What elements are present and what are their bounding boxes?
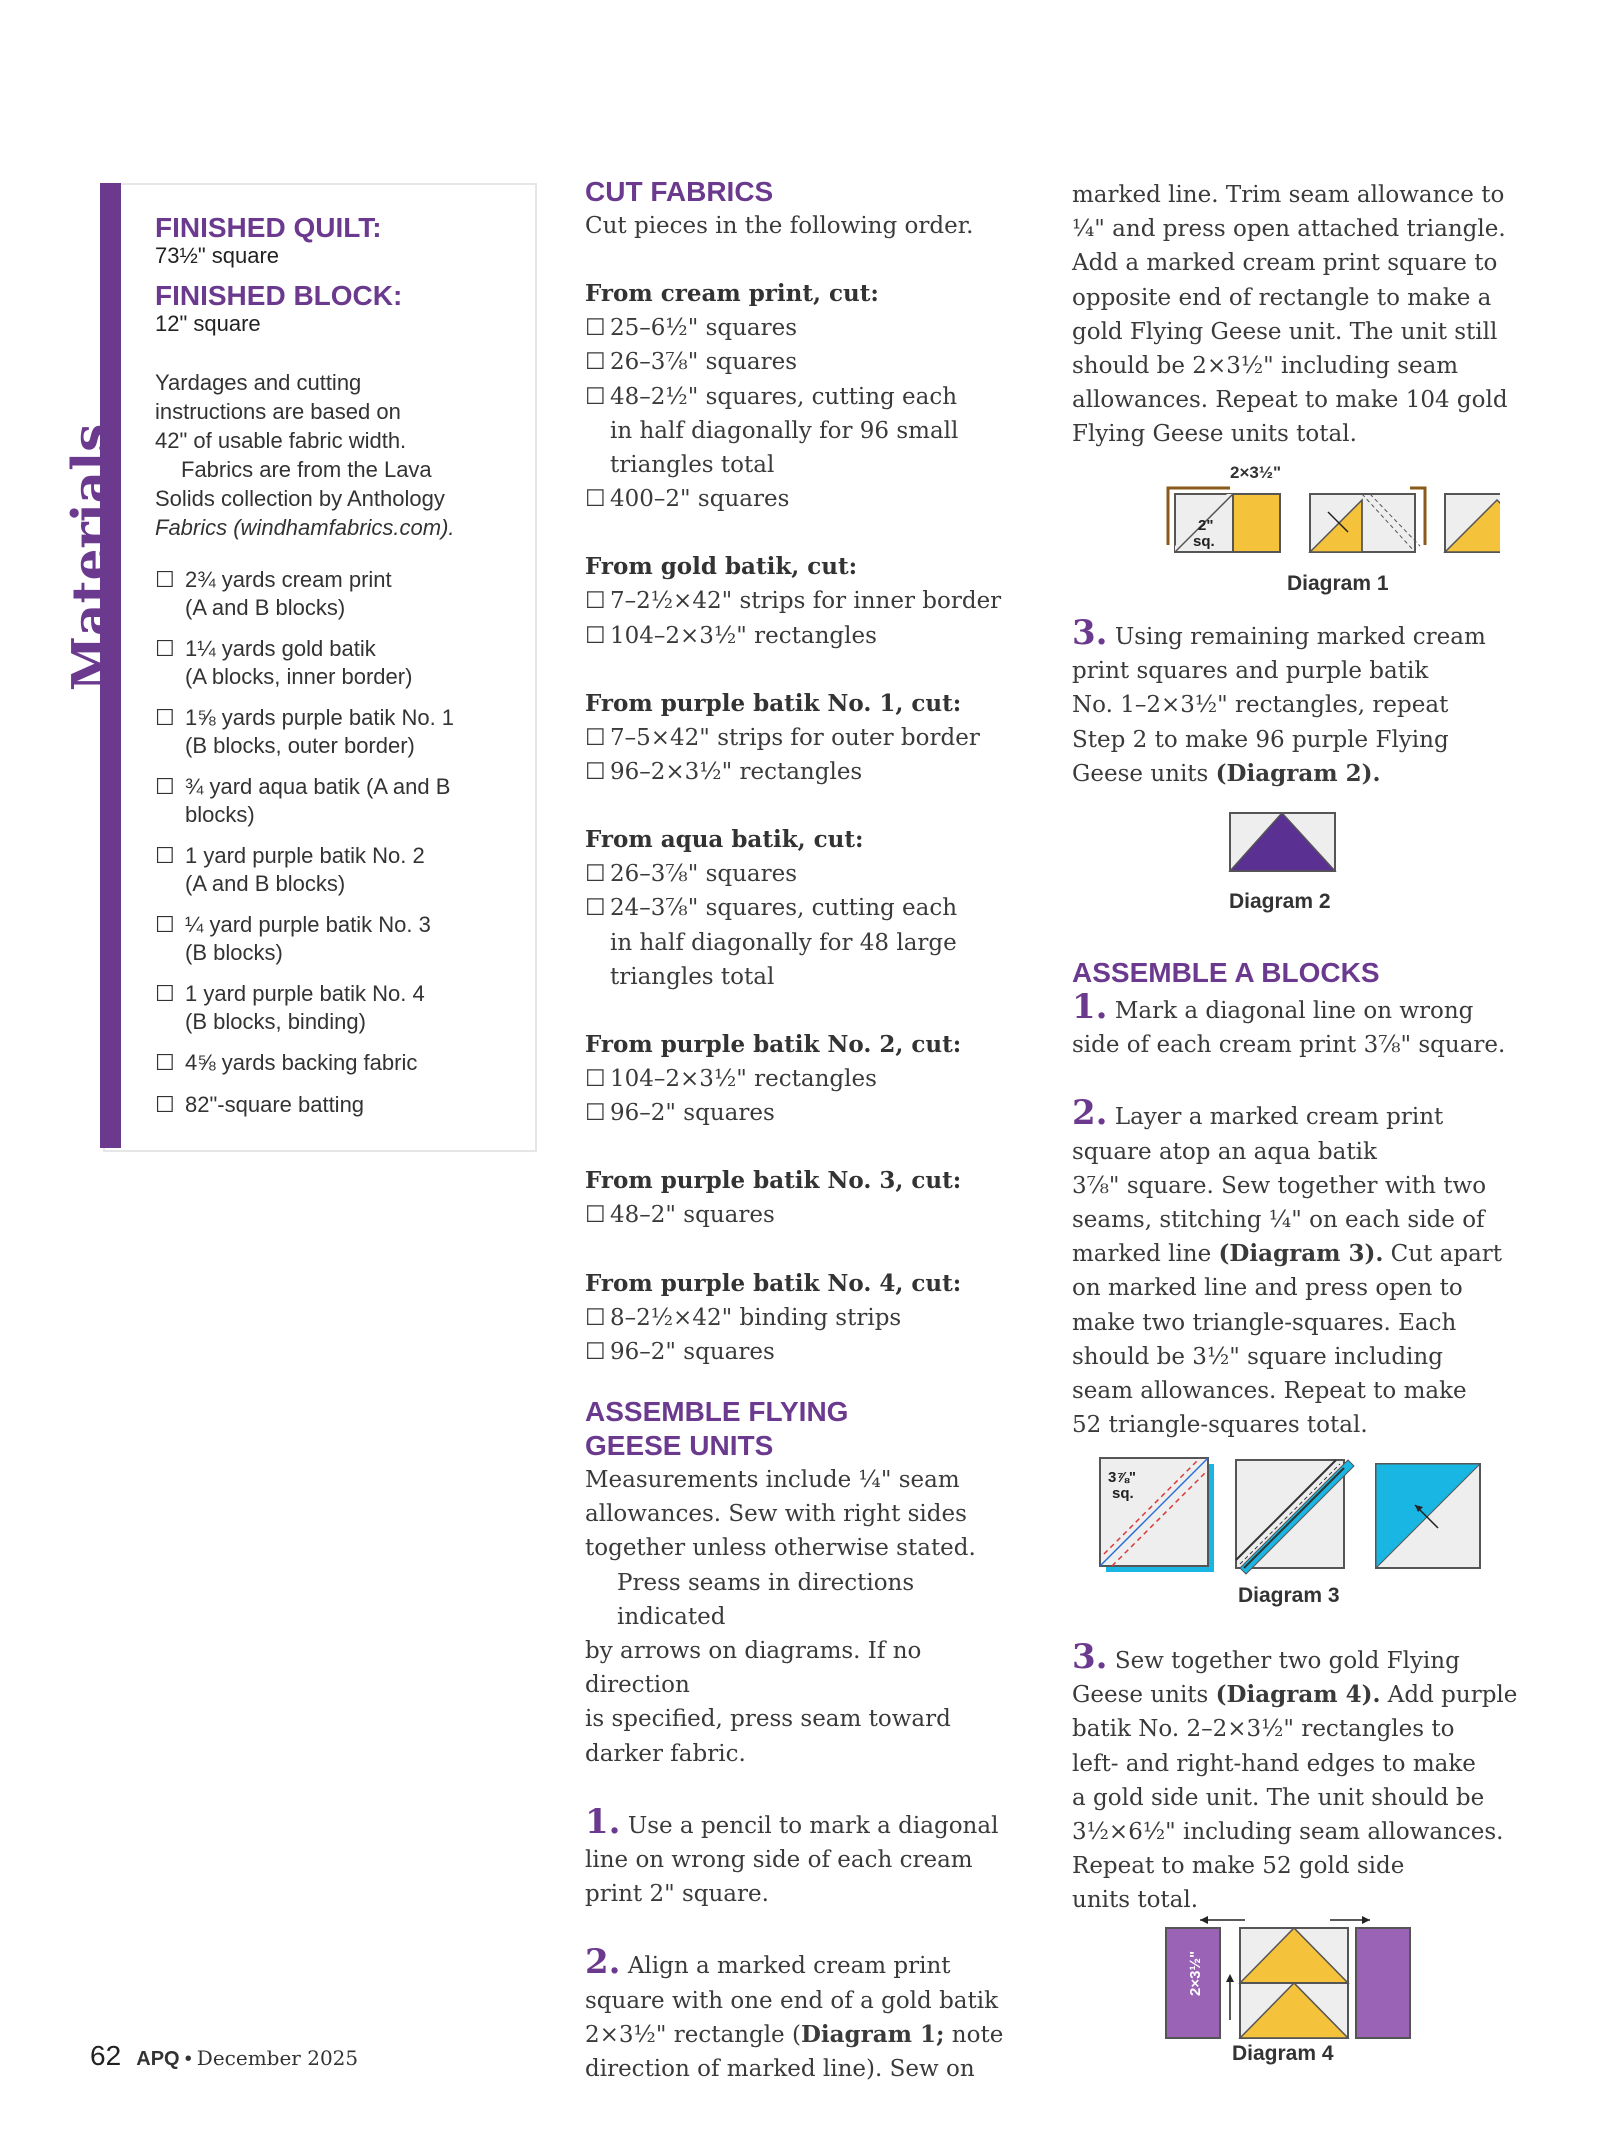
step-3-geese: 3. Using remaining marked cream print squares and purple batik No. 1–2×3½" rectangles, repeat Step 2 to make 96 purple Flying Geese units (Diagram 2). (1072, 613, 1486, 787)
list-item: ☐ 96–2" squares (585, 1100, 775, 1127)
diagram-label: Diagram 2 (1229, 890, 1331, 913)
section-heading: ASSEMBLE A BLOCKS (1072, 957, 1380, 988)
flying-geese-section: ASSEMBLE FLYING GEESE UNITS Measurements include ¼" seam allowances. Sew with right sides together unless otherwise stated. Press seams in directions indicated by arrows on diagrams. If no direction is specified, press seam toward darker fabric. 1. Use a pencil to mark a diagonal line on wrong side of each cream print 2" square. 2. Align a marked cream print square with one end of a gold batik 2×3½" rectangle (Diagram 1; note direction of marked line). Sew on (585, 1395, 1025, 2086)
diagram-3 (1090, 1450, 1490, 1620)
list-item: ☐ 7–5×42" strips for outer border (585, 724, 980, 751)
list-item[interactable]: ☐ 2¾ yards cream print (A and B blocks) (155, 567, 392, 620)
list-item[interactable]: ☐ 1¼ yards gold batik (A blocks, inner border) (155, 636, 413, 689)
diagram-2 (1220, 805, 1380, 915)
step-number: 2. (585, 1942, 621, 1983)
diagram-1 (1080, 460, 1500, 600)
page-footer: 62 APQ • December 2025 (90, 2040, 359, 2071)
step-number: 3. (1072, 1637, 1108, 1677)
diagram-4 (1160, 1908, 1420, 2068)
list-item: ☐ 400–2" squares (585, 486, 790, 513)
list-item[interactable]: ☐ ¼ yard purple batik No. 3 (B blocks) (155, 912, 431, 965)
list-item[interactable]: ☐ 1⅝ yards purple batik No. 1 (B blocks, outer border) (155, 705, 455, 758)
assemble-a-blocks: ASSEMBLE A BLOCKS 1. Mark a diagonal line on wrong side of each cream print 3⅞" square. 2. Layer a marked cream print square atop an aqua batik 3⅞" square. Sew together with two seams, stitching ¼" on each side of marked line (Diagram 3). Cut apart on marked line and press open to make two triangle-squares. Each should be 3½" square including seam allowances. Repeat to make 52 triangle-squares total. (1072, 956, 1532, 1442)
step-number: 2. (1072, 1093, 1108, 1134)
svg-text:2×3½": 2×3½" (1187, 1950, 1204, 1996)
finished-block-label: FINISHED BLOCK: (155, 280, 403, 311)
diagram-label: Diagram 4 (1232, 2042, 1334, 2065)
list-item: ☐ 26–3⅞" squares (585, 349, 798, 376)
section-heading: CUT FABRICS (585, 176, 774, 207)
step-number: 1. (585, 1801, 621, 1842)
list-item: ☐ 26–3⅞" squares (585, 861, 798, 888)
list-item: ☐ 104–2×3½" rectangles (585, 622, 877, 649)
list-item[interactable]: ☐ 1 yard purple batik No. 4 (B blocks, binding) (155, 981, 425, 1034)
cut-fabrics-section: CUT FABRICS Cut pieces in the following order. From cream print, cut: ☐ 25–6½" squares ☐ 26–3⅞" squares ☐ 48–2½" squares, cutting each in half diagonally for 96 small triangles total ☐ 400–2" squares From gold batik, cut: ☐ 7–2½×42" strips for inner border ☐ 104–2×3½" rectangles From purple batik No. 1, cut: ☐ 7–5×42" strips for outer border ☐ 96–2×3½" rectangles From aqua batik, cut: ☐ 26–3⅞" squares ☐ 24–3⅞" squares, cutting each in half diagonally for 48 large triangles total From purple batik No. 2, cut: ☐ 104–2×3½" rectangles ☐ 96–2" squares From purple batik No. 3, cut: ☐ 48–2" squares From purple batik No. 4, cut: ☐ 8–2½×42" binding strips ☐ 96–2" squares (585, 175, 1025, 1369)
finished-quilt-value: 73½" square (155, 243, 280, 268)
list-item[interactable]: ☐ 4⅝ yards backing fabric (155, 1050, 418, 1075)
materials-intro: Yardages and cutting instructions are based on 42" of usable fabric width. Fabrics are from the Lava Solids collection by Anthology Fabrics (windhamfabrics.com). (155, 370, 455, 540)
svg-text:2×3½": 2×3½" (1230, 463, 1282, 482)
step-3-side-unit: 3. Sew together two gold Flying Geese units (Diagram 4). Add purple batik No. 2–2×3½" rectangles to left- and right-hand edges to make a gold side unit. The unit should be 3½×6½" including seam allowances. Repeat to make 52 gold side units total. (1072, 1637, 1518, 1914)
list-item[interactable]: ☐ 82"-square batting (155, 1092, 365, 1117)
magazine-name: APQ (136, 2048, 180, 2070)
issue-date: December 2025 (196, 2046, 359, 2070)
list-item: ☐ 8–2½×42" binding strips (585, 1304, 902, 1331)
list-item: ☐ 24–3⅞" squares, cutting each in half diagonally for 48 large triangles total (585, 895, 958, 990)
list-item[interactable]: ☐ 1 yard purple batik No. 2 (A and B blocks) (155, 843, 425, 896)
list-item: ☐ 7–2½×42" strips for inner border (585, 588, 1002, 615)
list-item: ☐ 96–2×3½" rectangles (585, 759, 863, 786)
svg-text:2": 2" (1198, 517, 1214, 534)
diagram-label: Diagram 1 (1287, 572, 1389, 595)
list-item: ☐ 96–2" squares (585, 1338, 775, 1365)
step-number: 1. (1072, 987, 1108, 1027)
materials-title: Materials (60, 423, 120, 692)
list-item: ☐ 48–2" squares (585, 1202, 775, 1229)
list-item: ☐ 25–6½" squares (585, 315, 798, 342)
continued-text: marked line. Trim seam allowance to ¼" and press open attached triangle. Add a marked cream print square to opposite end of rectangle to make a gold Flying Geese unit. The unit still should be 2×3½" including seam allowances. Repeat to make 104 gold Flying Geese units total. (1072, 182, 1508, 448)
materials-list (155, 566, 525, 1131)
list-item: ☐ 104–2×3½" rectangles (585, 1066, 877, 1093)
svg-text:3⅞": 3⅞" (1108, 1469, 1136, 1486)
list-item: ☐ 48–2½" squares, cutting each in half diagonally for 96 small triangles total (585, 383, 959, 479)
page-number: 62 (90, 2040, 122, 2071)
section-heading: ASSEMBLE FLYING (585, 1396, 849, 1427)
step-number: 3. (1072, 613, 1108, 653)
svg-text:sq.: sq. (1193, 533, 1215, 550)
diagram-label: Diagram 3 (1238, 1584, 1340, 1607)
finished-block-value: 12" square (155, 311, 261, 336)
list-item[interactable]: ☐ ¾ yard aqua batik (A and B blocks) (155, 774, 451, 827)
svg-text:sq.: sq. (1112, 1485, 1134, 1502)
finished-quilt-label: FINISHED QUILT: (155, 212, 382, 243)
